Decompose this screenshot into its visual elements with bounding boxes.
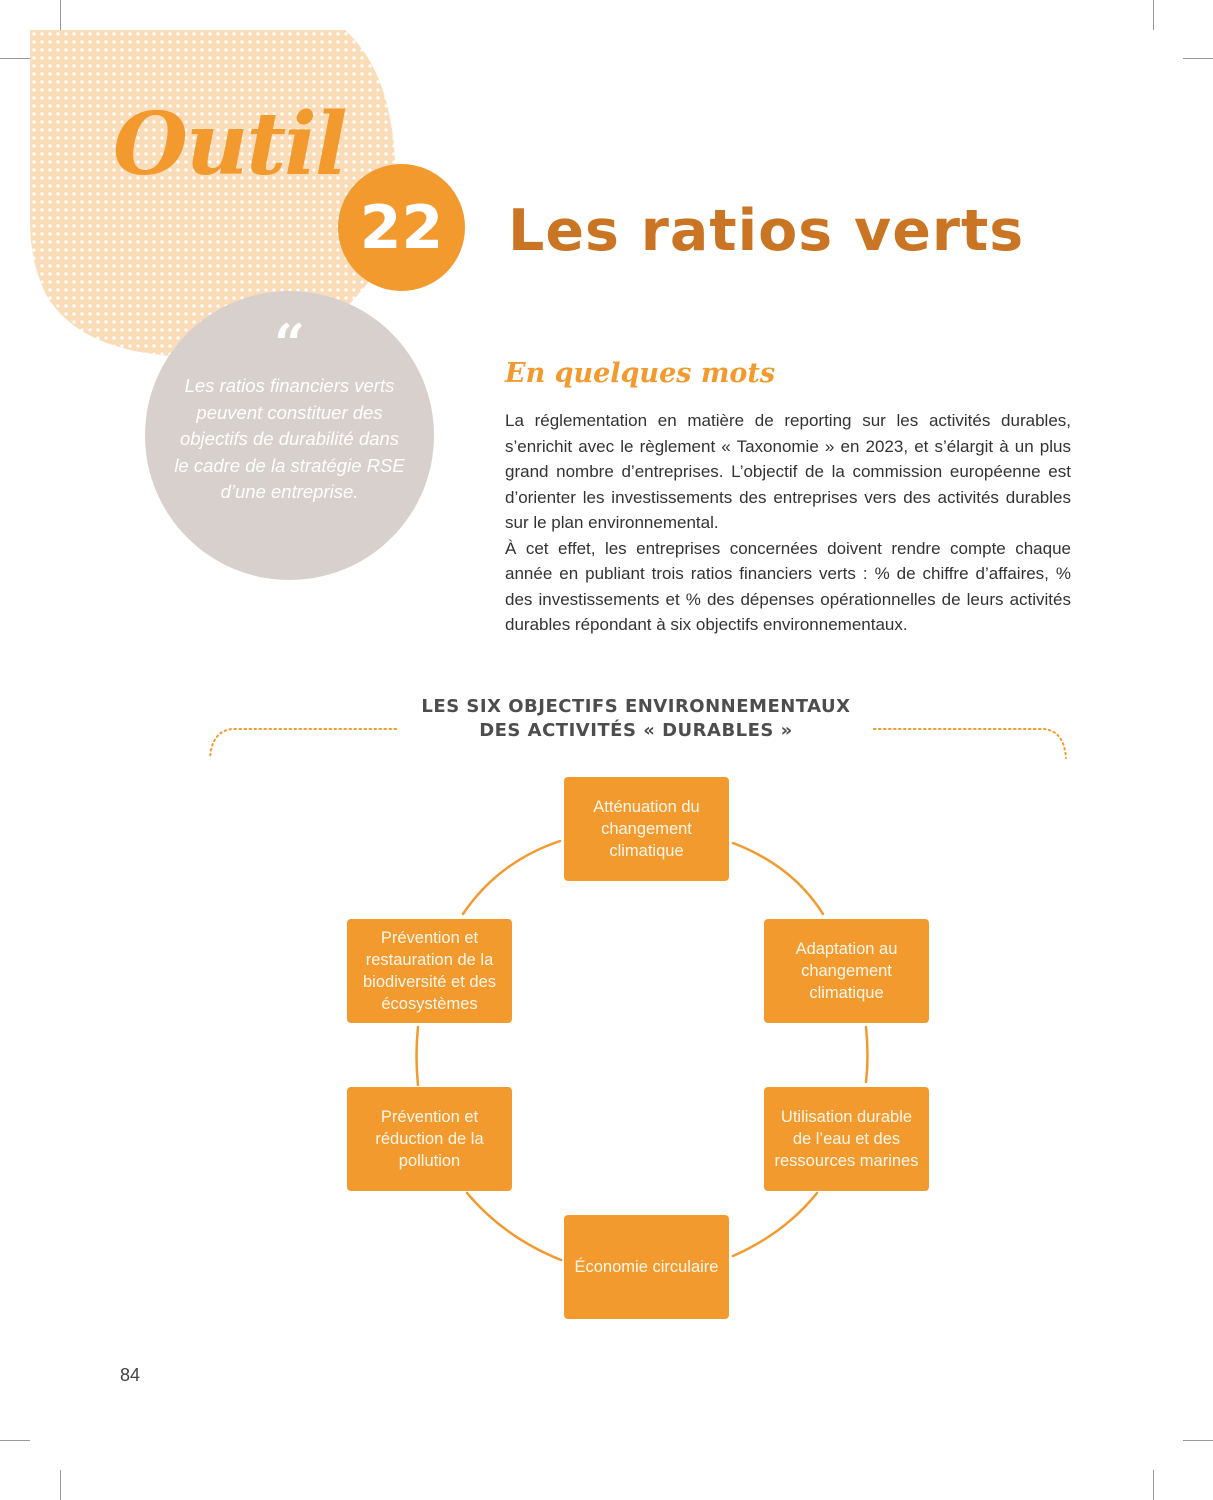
connector-arc [733,843,823,914]
tool-label: Outil [113,94,346,195]
crop-mark [1183,1440,1213,1441]
objective-box: Atténuation du changement climatique [564,777,729,881]
connector-arc [467,1193,561,1260]
crop-mark [1183,58,1213,59]
crop-mark [0,58,30,59]
intro-text [505,408,1071,638]
connector-arc [733,1193,817,1256]
section-heading: En quelques mots [505,358,776,389]
connector-arc [463,841,560,914]
connector-arc [866,1027,868,1082]
dotted-bracket-left [210,729,396,758]
objective-box: Adaptation au changement climatique [764,919,929,1023]
crop-mark [1153,0,1154,30]
objective-box: Prévention et réduction de la pollution [347,1087,512,1191]
connector-arc [417,1027,419,1085]
diagram-title-line: LES SIX OBJECTIFS ENVIRONNEMENTAUX [421,696,851,717]
crop-mark [1153,1470,1154,1500]
objective-box: Prévention et restauration de la biodiversité et des écosystèmes [347,919,512,1023]
page-title: Les ratios verts [508,198,1025,264]
diagram-title-line: DES ACTIVITÉS « DURABLES » [479,720,793,741]
intro-paragraph: La réglementation en matière de reporting sur les activités durables, s’enrichit avec le règlement « Taxonomie » en 2023, et s’élargit à un plus grand nombre d’entreprises. L’objectif de la commission européenne est d’orienter les investissements des entreprises vers des activités durables sur le plan environnemental. [505,411,1071,532]
intro-paragraph: À cet effet, les entreprises concernées doivent rendre compte chaque année en publiant trois ratios financiers verts : % de chiffre d’affaires, % des investissements et % des dépenses opérationnelles de leurs activités durables répondant à six objectifs environnementaux. [505,538,1071,634]
quote-icon: “ [273,312,306,376]
page-number: 84 [120,1365,141,1385]
crop-mark [60,1470,61,1500]
tool-number: 22 [359,192,444,263]
objective-box: Utilisation durable de l’eau et des ressources marines [764,1087,929,1191]
dotted-bracket-right [874,729,1066,758]
crop-mark [60,0,61,30]
quote-bubble [145,291,434,580]
quote-text: Les ratios financiers verts peuvent constituer des objectifs de durabilité dans le cadre de la stratégie RSE d’une entreprise. [174,375,405,502]
crop-mark [0,1440,30,1441]
objective-box: Économie circulaire [564,1215,729,1319]
tool-number-badge [338,164,465,291]
diagram-title [396,695,876,743]
